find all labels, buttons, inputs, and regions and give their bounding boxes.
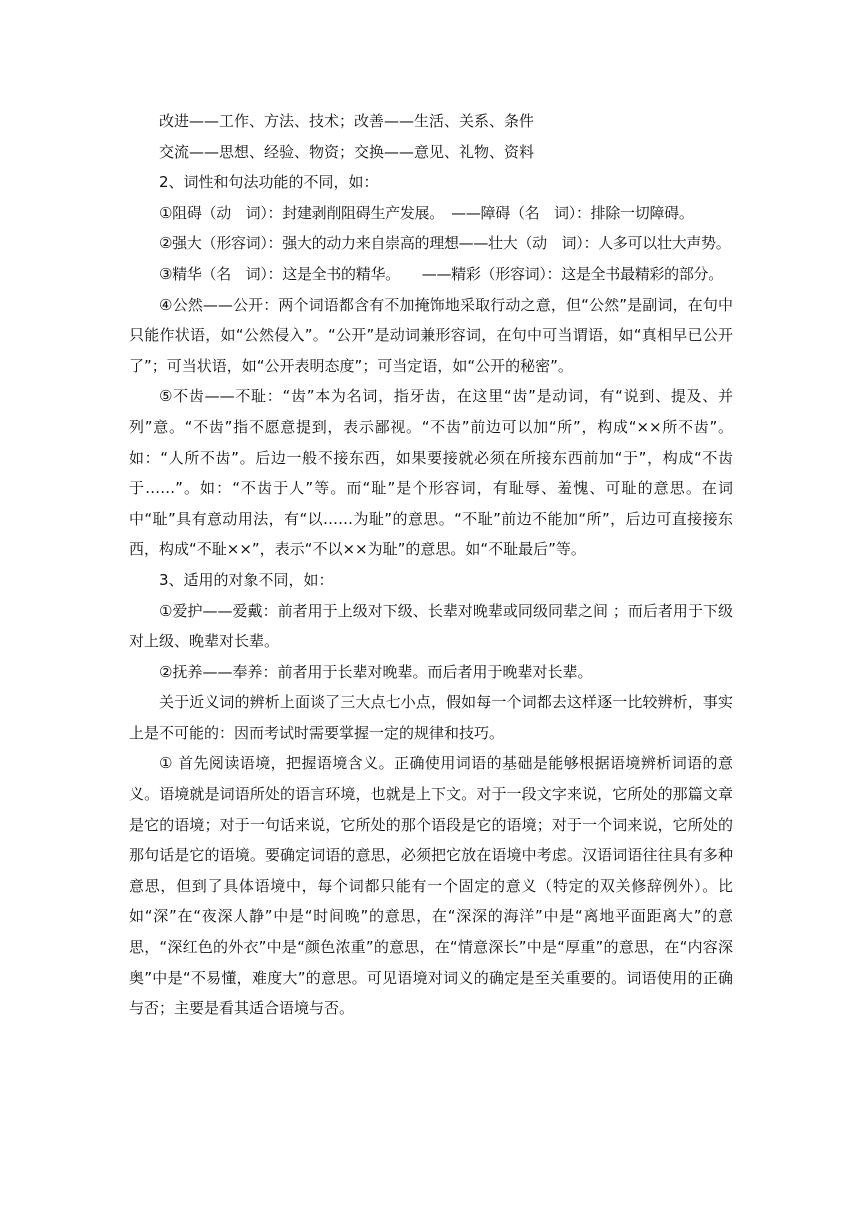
- paragraph-summary: 关于近义词的辨析上面谈了三大点七小点，假如每一个词都去这样逐一比较辨析，事实上是不可能的：因而考试时需要掌握一定的规律和技巧。: [129, 693, 733, 742]
- paragraph-gaijin: 改进——工作、方法、技术；改善——生活、关系、条件: [159, 112, 535, 130]
- document-body: [129, 106, 733, 1024]
- section-heading-2: 2、词性和句法功能的不同，如：: [159, 173, 379, 192]
- paragraph-example-5: ⑤不齿——不耻：“齿”本为名词，指牙齿，在这里“齿”是动词，有“说到、提及、并列”意。“不齿”指不愿意提到，表示鄙视。“不齿”前边可以加“所”，构成“××所不齿”。如：“人所不齿”。后边一般不接东西，如果要接就必须在所接东西前加“于”，构成“不齿于……”。如：“不齿于人”等。而“耻”是个形容词，有耻辱、羞愧、可耻的意思。在词中“耻”具有意动用法，有“以……为耻”的意思。“不耻”前边不能加“所”，后边可直接接东西，构成“不耻××”，表示“不以××为耻”的意思。如“不耻最后”等。: [129, 387, 733, 559]
- paragraph-example-1: ①阻碍（动 词）：封建剥削阻碍生产发展。 ——障碍（名 词）：排除一切障碍。: [159, 203, 694, 222]
- paragraph-example-4: ④公然——公开：两个词语都含有不加掩饰地采取行动之意，但“公然”是副词，在句中只能作状语，如“公然侵入”。“公开”是动词兼形容词，在句中可当谓语，如“真相早已公开了”；可当状语，如“公开表明态度”；可当定语，如“公开的秘密”。: [129, 295, 733, 375]
- paragraph-example-2: ②强大（形容词）：强大的动力来自崇高的理想——壮大（动 词）：人多可以壮大声势。: [159, 234, 731, 253]
- section-heading-3: 3、适用的对象不同，如：: [159, 570, 334, 589]
- paragraph-jiaoliu: 交流——思想、经验、物资；交换——意见、礼物、资料: [159, 142, 535, 161]
- paragraph-example-3: ③精华（名 词）：这是全书的精华。 ——精彩（形容词）：这是全书最精彩的部分。: [159, 264, 723, 283]
- paragraph-fuyang: ②抚养——奉养：前者用于长辈对晚辈。而后者用于晚辈对长辈。: [159, 662, 593, 681]
- paragraph-context: ① 首先阅读语境，把握语境含义。正确使用词语的基础是能够根据语境辨析词语的意义。语境就是词语所处的语言环境，也就是上下文。对于一段文字来说，它所处的那篇文章是它的语境；对于一句话来说，它所处的那个语段是它的语境；对于一个词来说，它所处的那句话是它的语境。要确定词语的意思，必须把它放在语境中考虑。汉语词语往往具有多种意思，但到了具体语境中，每个词都只能有一个固定的意义（特定的双关修辞例外）。比如“深”在“夜深人静”中是“时间晚”的意思，在“深深的海洋”中是“离地平面距离大”的意思，“深红色的外衣”中是“颜色浓重”的意思，在“情意深长”中是“厚重”的意思，在“内容深奥”中是“不易懂，难度大”的意思。可见语境对词义的确定是至关重要的。词语使用的正确与否；主要是看其适合语境与否。: [129, 754, 733, 1018]
- paragraph-aihu: ①爱护——爱戴：前者用于上级对下级、长辈对晚辈或同级同辈之间 ；而后者用于下级对上级、晚辈对长辈。: [129, 601, 733, 651]
